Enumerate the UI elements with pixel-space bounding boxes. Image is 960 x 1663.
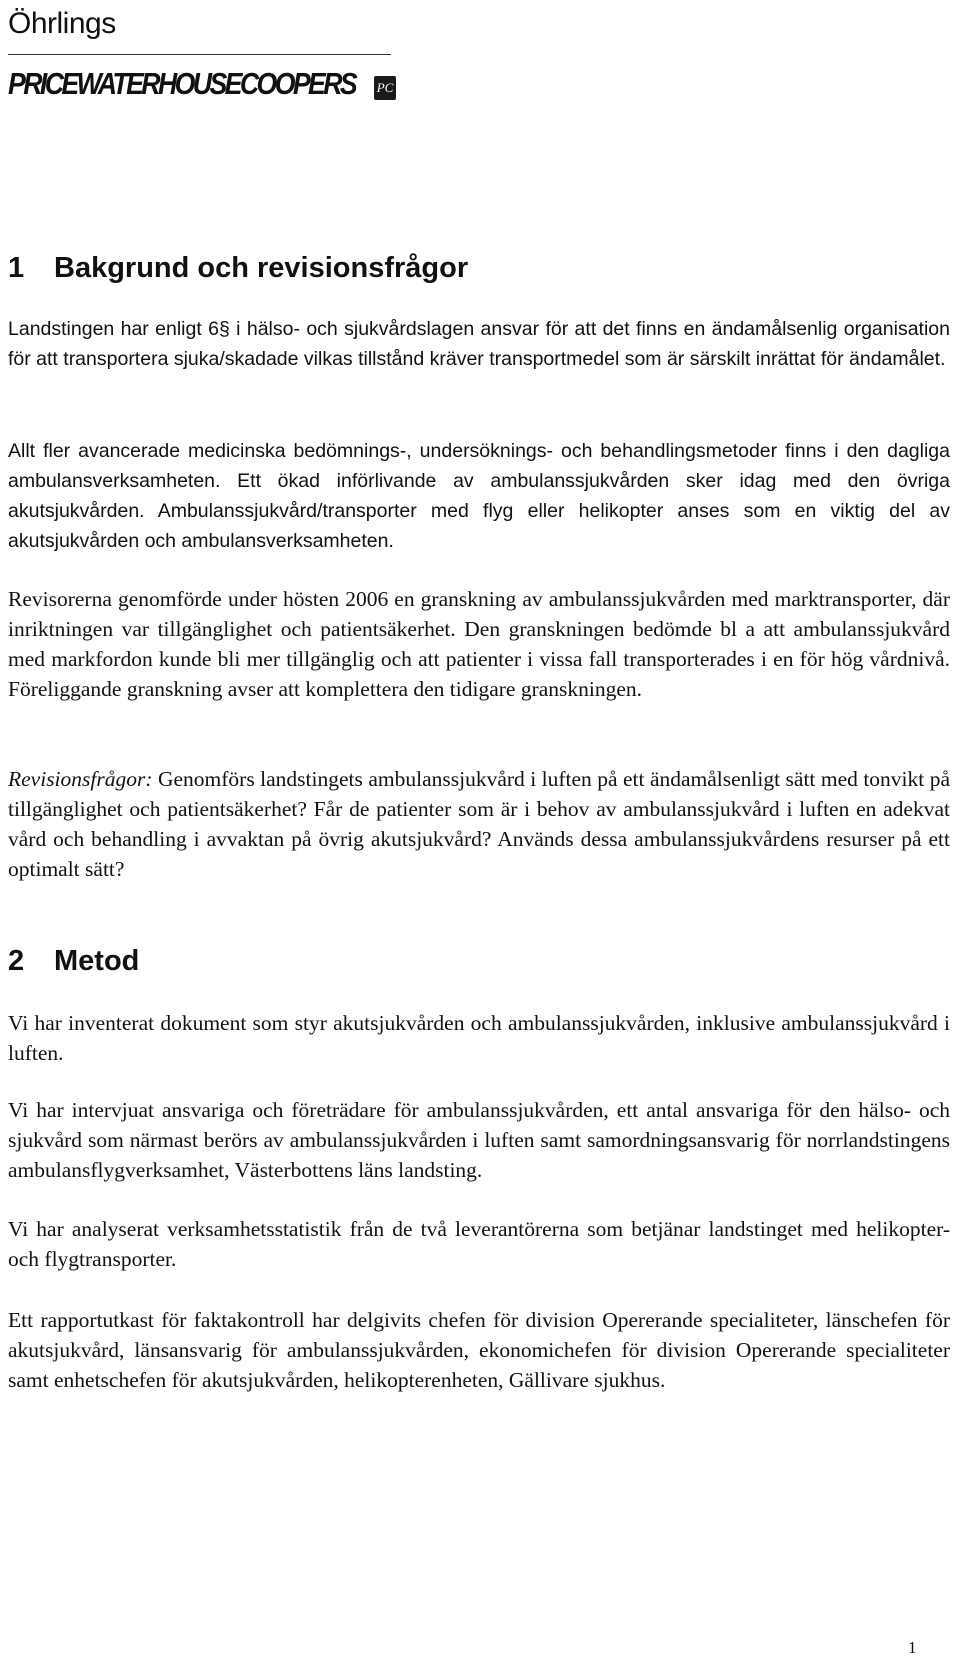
section-1-paragraph-4 — [8, 764, 950, 884]
section-1-paragraph-3: Revisorerna genomförde under hösten 2006 en granskning av ambulanssjukvården med marktransporter, där inriktningen var tillgänglighet och patientsäkerhet. Den granskningen bedömde bl a att ambulanssjukvård med markfordon kunde bli mer tillgänglig och att patienter i vissa fall transporterades i en för hög vårdnivå. Föreliggande granskning avser att komplettera den tidigare granskningen. — [8, 587, 950, 701]
section-2-paragraph-4: Ett rapportutkast för faktakontroll har delgivits chefen för division Opererande specialiteter, länschefen för akutsjukvård, länsansvarig för ambulanssjukvården, ekonomichefen för division Opererande specialiteter samt enhetschefen för akutsjukvården, helikopterenheten, Gällivare sjukhus. — [8, 1308, 950, 1392]
section-2-paragraph-3: Vi har analyserat verksamhetsstatistik från de två leverantörerna som betjänar landstinget med helikopter- och flygtransporter. — [8, 1217, 950, 1271]
logo-mark-icon: PC — [374, 76, 396, 100]
logo-ohrlings-text: Öhrlings — [8, 7, 116, 40]
section-2-number: 2 — [8, 945, 25, 977]
section-2-title: Metod — [54, 945, 140, 977]
section-2-paragraph-2: Vi har intervjuat ansvariga och företrädare för ambulanssjukvården, ett antal ansvariga för den hälso- och sjukvård som närmast berörs av ambulanssjukvården i luften samt samordningsansvarig för norrlandstingens ambulansflygverksamhet, Västerbottens läns landsting. — [8, 1098, 950, 1182]
section-1-paragraph-2: Allt fler avancerade medicinska bedömnings-, undersöknings- och behandlingsmetoder finns i den dagliga ambulansverksamheten. Ett ökad införlivande av ambulanssjukvården sker idag med den övriga akutsjukvården. Ambulanssjukvård/transporter med flyg eller helikopter anses som en viktig del av akutsjukvården och ambulansverksamheten. — [8, 440, 950, 552]
logo-pwc-text: PRICEWATERHOUSECOOPERS — [8, 66, 356, 101]
logo-divider — [8, 54, 391, 55]
revisionsfragor-label: Revisionsfrågor: — [8, 767, 153, 791]
section-2-paragraph-1: Vi har inventerat dokument som styr akutsjukvården och ambulanssjukvården, inklusive ambulanssjukvård i luften. — [8, 1011, 950, 1065]
section-2-heading — [8, 945, 139, 978]
revisionsfragor-text: Genomförs landstingets ambulanssjukvård i luften på ett ändamålsenligt sätt med tonvikt på tillgänglighet och patientsäkerhet? Får de patienter som är i behov av ambulanssjukvård i luften en adekvat vård och behandling i avvaktan på övrig akutsjukvård? Används dessa ambulanssjukvårdens resurser på ett optimalt sätt? — [8, 767, 950, 881]
section-1-paragraph-1: Landstingen har enligt 6§ i hälso- och sjukvårdslagen ansvar för att det finns en ändamålsenlig organisation för att transportera sjuka/skadade vilkas tillstånd kräver transportmedel som är särskilt inrättat för ändamålet. — [8, 318, 950, 370]
page-number: 1 — [908, 1638, 917, 1657]
section-1-heading — [8, 252, 468, 285]
section-1-title: Bakgrund och revisionsfrågor — [54, 252, 469, 284]
company-logo — [8, 2, 394, 118]
section-1-number: 1 — [8, 252, 25, 284]
